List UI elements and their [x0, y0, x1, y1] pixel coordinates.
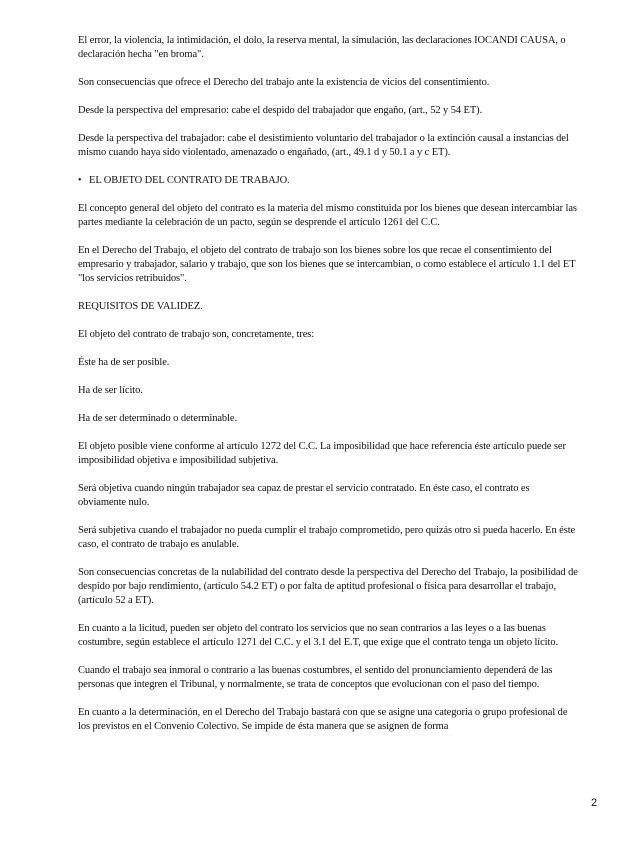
paragraph-objetiva: Será objetiva cuando ningún trabajador sea capaz de prestar el servicio contratado. En éste caso, el contrato es obviamente nulo.	[78, 483, 530, 508]
paragraph-subjetiva: Será subjetiva cuando el trabajador no pueda cumplir el trabajo comprometido, pero quizás otro si pueda hacerlo. En éste caso, el contrato de trabajo es anulable.	[78, 525, 576, 550]
paragraph-concepto-general: El concepto general del objeto del contrato es la materia del mismo constituida por los bienes que desean intercambiar las partes mediante la celebración de un pacto, según se desprende el artículo 1261 del C.C.	[78, 203, 577, 228]
section-heading-objeto	[78, 174, 578, 188]
bullet-icon: •	[78, 175, 82, 186]
paragraph-objeto-posible: El objeto posible viene conforme al artículo 1272 del C.C. La imposibilidad que hace referencia éste artículo puede ser imposibilidad objetiva e imposibilidad subjetiva.	[78, 441, 566, 466]
paragraph-licito: Ha de ser lícito.	[78, 385, 143, 396]
paragraph-perspectiva-trabajador: Desde la perspectiva del trabajador: cabe el desistimiento voluntario del trabajador o la extinción causal a instancias del mismo cuando haya sido violentado, amenazado o engañado, (art., 49.1 d y 50.1 a y c ET).	[78, 133, 569, 158]
section-heading-requisitos: REQUISITOS DE VALIDEZ.	[78, 301, 203, 312]
paragraph-determinado: Ha de ser determinado o determinable.	[78, 413, 237, 424]
paragraph-perspectiva-empresario: Desde la perspectiva del empresario: cabe el despido del trabajador que engaño, (art., 52 y 54 ET).	[78, 105, 483, 116]
paragraph-derecho-trabajo: En el Derecho del Trabajo, el objeto del contrato de trabajo son los bienes sobre los que recae el consentimiento del empresario y trabajador, salario y trabajo, que son los bienes que se intercambian, o como establece el artículo 1.1 del ET "los servicios retribuidos".	[78, 245, 576, 284]
paragraph-vicios-list: El error, la violencia, la intimidación, el dolo, la reserva mental, la simulación, las declaraciones IOCANDI CAUSA, o declaración hecha "en broma".	[78, 35, 566, 60]
section-heading-text: EL OBJETO DEL CONTRATO DE TRABAJO.	[89, 175, 290, 186]
paragraph-consecuencias: Son consecuencias que ofrece el Derecho del trabajo ante la existencia de vicios del consentimiento.	[78, 77, 490, 88]
paragraph-licitud: En cuanto a la licitud, pueden ser objeto del contrato los servicios que no sean contrarios a las leyes o a las buenas costumbre, según establece el artículo 1271 del C.C. y el 3.1 del E.T, que exige que el contrato tenga un objeto lícito.	[78, 623, 558, 648]
document-body	[78, 34, 578, 748]
paragraph-posible: Éste ha de ser posible.	[78, 357, 170, 368]
paragraph-requisitos-intro: El objeto del contrato de trabajo son, concretamente, tres:	[78, 329, 315, 340]
paragraph-nulabilidad: Son consecuencias concretas de la nulabilidad del contrato desde la perspectiva del Derecho del Trabajo, la posibilidad de despido por bajo rendimiento, (artículo 54.2 ET) o por falta de aptitud profesional o física para desarrollar el trabajo, (artículo 52 a ET).	[78, 567, 578, 606]
paragraph-determinacion: En cuanto a la determinación, en el Derecho del Trabajo bastará con que se asigne una categoría o grupo profesional de los previstos en el Convenio Colectivo. Se impide de ésta manera que se asignen de forma	[78, 707, 568, 732]
paragraph-inmoral: Cuando el trabajo sea inmoral o contrario a las buenas costumbres, el sentido del pronunciamiento dependerá de las personas que integren el Tribunal, y normalmente, se trata de conceptos que evolucionan con el paso del tiempo.	[78, 665, 553, 690]
page-number: 2	[591, 797, 598, 809]
